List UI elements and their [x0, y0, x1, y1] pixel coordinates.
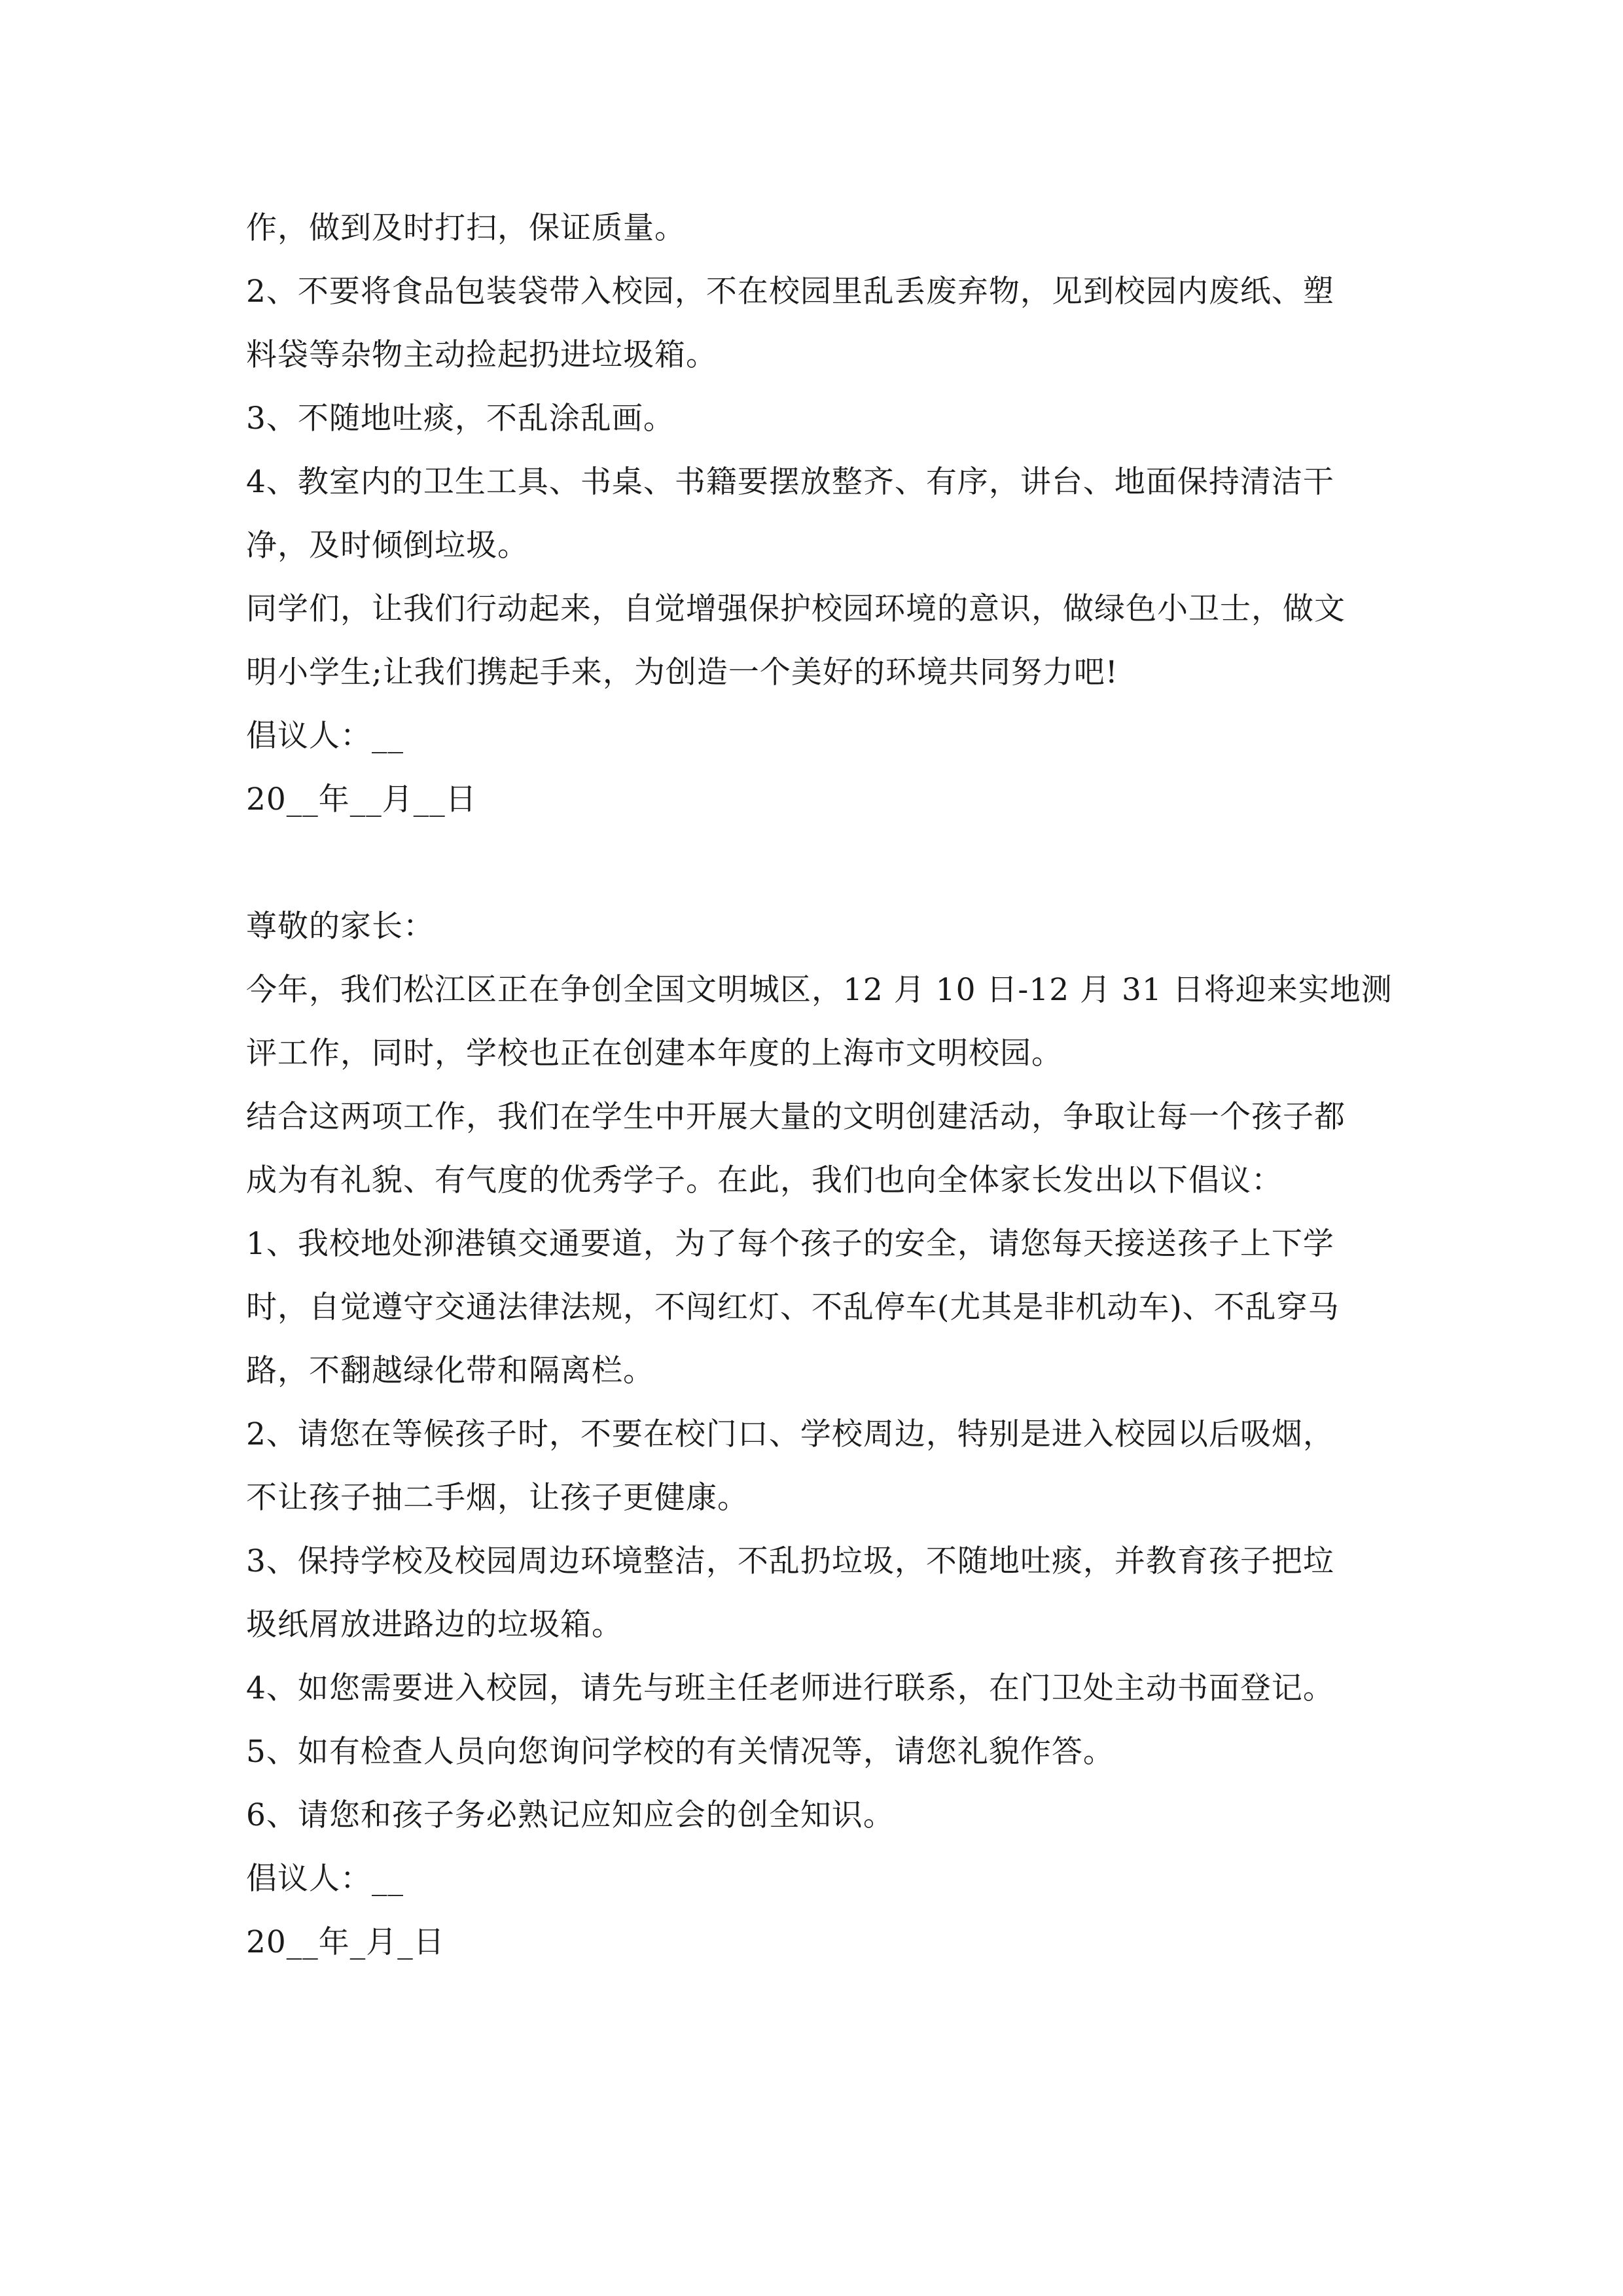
text-line: 1、我校地处泖港镇交通要道，为了每个孩子的安全，请您每天接送孩子上下学	[246, 1226, 1334, 1262]
text-line: 净，及时倾倒垃圾。	[246, 528, 529, 564]
text-line: 同学们，让我们行动起来，自觉增强保护校园环境的意识，做绿色小卫士，做文	[246, 591, 1346, 627]
text-line: 4、教室内的卫生工具、书桌、书籍要摆放整齐、有序，讲台、地面保持清洁干	[246, 464, 1334, 500]
text-line: 圾纸屑放进路边的垃圾箱。	[246, 1607, 623, 1643]
text-line: 今年，我们松江区正在争创全国文明城区，12 月 10 日-12 月 31 日将迎来实地测	[246, 972, 1393, 1008]
text-line: 3、不随地吐痰，不乱涂乱画。	[246, 401, 675, 437]
text-line: 时，自觉遵守交通法律法规，不闯红灯、不乱停车(尤其是非机动车)、不乱穿马	[246, 1289, 1340, 1325]
text-line: 成为有礼貌、有气度的优秀学子。在此，我们也向全体家长发出以下倡议：	[246, 1162, 1283, 1198]
text-line: 不让孩子抽二手烟，让孩子更健康。	[246, 1480, 749, 1516]
date-line: 20__年_月_日	[246, 1924, 445, 1960]
text-line: 3、保持学校及校园周边环境整洁，不乱扔垃圾，不随地吐痰，并教育孩子把垃	[246, 1543, 1334, 1579]
text-line: 料袋等杂物主动捡起扔进垃圾箱。	[246, 337, 717, 373]
document-body	[246, 196, 1393, 1974]
text-line: 2、不要将食品包装袋带入校园，不在校园里乱丢废弃物，见到校园内废纸、塑	[246, 274, 1334, 310]
date-line: 20__年__月__日	[246, 781, 477, 817]
signer-line: 倡议人：__	[246, 1861, 404, 1897]
text-line: 6、请您和孩子务必熟记应知应会的创全知识。	[246, 1797, 895, 1833]
signer-line: 倡议人：__	[246, 718, 404, 754]
text-line: 作，做到及时打扫，保证质量。	[246, 210, 686, 246]
text-line: 评工作，同时，学校也正在创建本年度的上海市文明校园。	[246, 1035, 1063, 1071]
salutation: 尊敬的家长：	[246, 908, 435, 944]
text-line: 明小学生;让我们携起手来，为创造一个美好的环境共同努力吧!	[246, 655, 1118, 691]
text-line: 5、如有检查人员向您询问学校的有关情况等，请您礼貌作答。	[246, 1734, 1115, 1770]
text-line: 结合这两项工作，我们在学生中开展大量的文明创建活动，争取让每一个孩子都	[246, 1099, 1346, 1135]
text-line: 2、请您在等候孩子时，不要在校门口、学校周边，特别是进入校园以后吸烟，	[246, 1416, 1334, 1452]
text-line: 路，不翻越绿化带和隔离栏。	[246, 1353, 654, 1389]
text-line: 4、如您需要进入校园，请先与班主任老师进行联系，在门卫处主动书面登记。	[246, 1670, 1334, 1706]
section-gap	[246, 831, 1385, 895]
